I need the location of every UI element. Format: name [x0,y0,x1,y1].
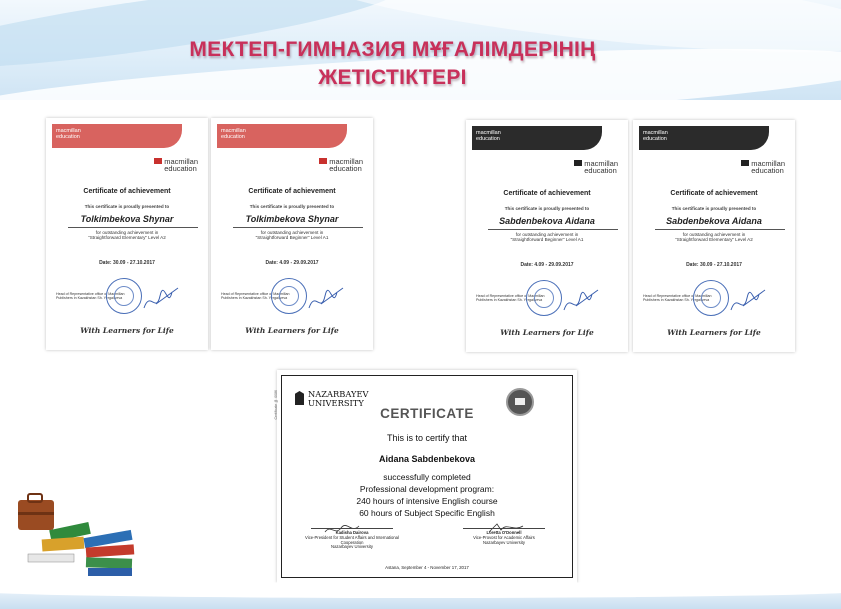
divider [233,227,363,228]
band-logo-text [476,130,501,142]
band-brand-sub: education [221,134,245,140]
certificate-date: Date: 30.09 - 27.10.2017 [686,262,742,268]
program-text: Professional development program: [359,484,495,494]
band-brand: macmillan [476,130,501,136]
stamp-seal [271,278,307,314]
certificate-presented-text: This certificate is proudly presented to [249,204,335,209]
band-brand: macmillan [221,128,246,134]
certificate-heading: Certificate of achievement [670,190,758,197]
certificate-slogan: With Learners for Life [245,326,339,335]
certificate-slogan: With Learners for Life [667,328,761,337]
macmillan-certificate-2 [211,118,373,350]
university-logo-text: NAZARBAYEV UNIVERSITY [308,389,369,408]
signatory-text: Head of Representative office of Macmillan Publishers in Kazakhstan Sh. Yergaliyeva [643,294,712,302]
signatory-left: Kadisha Dairova Vice-President for Student Affairs and International Cooperation Nazarbayev University [305,530,399,550]
achievement-text: for outstanding achievement in “Straightforward Beginner” Level A1 [255,230,329,240]
subject-hours-text: 60 hours of Subject Specific English [359,508,495,518]
certify-text: This is to certify that [386,433,468,443]
band-brand-sub: education [476,136,500,142]
certificate-presented-text: This certificate is proudly presented to [504,206,590,211]
macmillan-logo-icon [154,158,162,164]
recipient-name: Tolkimbekova Shynar [80,214,174,224]
signatory-text: Head of Representative office of Macmillan Publishers in Kazakhstan Sh. Yergaliyeva [476,294,545,302]
achievement-text: for outstanding achievement in “Straightforward Beginner” Level A1 [510,232,584,242]
achievement-text: for outstanding achievement in “Straightforward Elementary” Level A2 [675,232,753,242]
certificate-header-band [52,124,182,148]
divider [655,229,785,230]
recipient-name: Aidana Sabdenbekova [378,454,476,464]
certificate-presented-text: This certificate is proudly presented to [84,204,170,209]
signature [729,288,769,318]
signature [142,286,182,316]
nu-certificate [274,370,577,583]
signature [562,288,602,318]
macmillan-certificate-4 [633,120,795,352]
footer-band [0,590,841,609]
macmillan-certificate-1 [46,118,208,350]
macmillan-logo-icon [574,160,582,166]
certificate-number: Certificate № 0086 [274,390,278,420]
books-briefcase-icon [14,490,144,580]
course-hours-text: 240 hours of intensive English course [356,496,498,506]
certificate-slogan: With Learners for Life [80,326,174,335]
stamp-seal [693,280,729,316]
page-title-line1: МЕКТЕП-ГИМНАЗИЯ МҰҒАЛІМДЕРІНІҢ [189,38,596,61]
signatory-text: Head of Representative office of Macmillan Publishers in Kazakhstan Sh. Yergaliyeva [221,292,290,300]
band-brand: macmillan [643,130,668,136]
signature [307,286,347,316]
stamp-seal [106,278,142,314]
macmillan-logo: macmillan education [741,160,785,174]
recipient-name: Sabdenbekova Aidana [499,216,595,226]
band-logo-text [221,128,246,140]
signatory-text: Head of Representative office of Macmillan Publishers in Kazakhstan Sh. Yergaliyeva [56,292,125,300]
band-brand-sub: education [643,136,667,142]
certificate-heading: CERTIFICATE [380,406,474,421]
certificate-date: Date: 30.09 - 27.10.2017 [99,260,155,266]
macmillan-certificate-3 [466,120,628,352]
page-title-line2: ЖЕТІСТІКТЕРІ [318,66,467,89]
certificate-heading: Certificate of achievement [83,188,171,195]
certificate-date: Date: 4.09 - 29.09.2017 [265,260,319,266]
macmillan-logo: macmillan education [319,158,363,172]
band-brand: macmillan [56,128,81,134]
recipient-name: Tolkimbekova Shynar [245,214,339,224]
macmillan-logo-icon [741,160,749,166]
macmillan-logo-icon [319,158,327,164]
place-date: Astana, September 4 - November 17, 2017 [385,565,469,570]
achievement-text: for outstanding achievement in “Straightforward Elementary” Level A2 [88,230,166,240]
signatory-right: Loretta O'Donnell Vice-Provost for Academic Affairs Nazarbayev University [449,528,559,545]
divider [488,229,618,230]
university-logo-icon [295,391,304,405]
certificate-header-band [472,126,602,150]
band-brand-sub: education [56,134,80,140]
stamp-seal [526,280,562,316]
band-logo-text [643,130,668,142]
recipient-name: Sabdenbekova Aidana [666,216,762,226]
completion-text: successfully completed [383,472,471,482]
certificate-heading: Certificate of achievement [248,188,336,195]
band-logo-text [56,128,81,140]
macmillan-logo: macmillan education [154,158,198,172]
certificate-heading: Certificate of achievement [503,190,591,197]
macmillan-logo: macmillan education [574,160,618,174]
certificate-slogan: With Learners for Life [500,328,594,337]
certificate-presented-text: This certificate is proudly presented to [671,206,757,211]
certificate-header-band [639,126,769,150]
certificate-header-band [217,124,347,148]
divider [68,227,198,228]
certificate-date: Date: 4.09 - 29.09.2017 [520,262,574,268]
